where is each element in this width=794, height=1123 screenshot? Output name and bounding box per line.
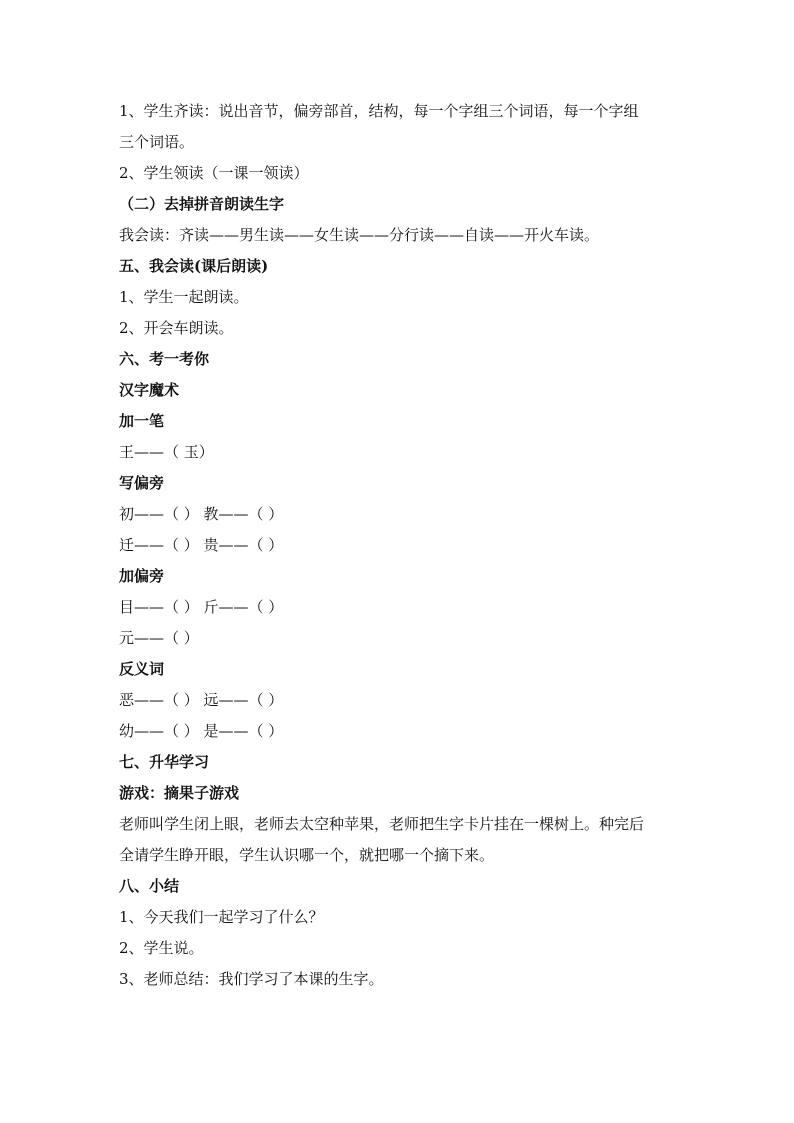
exercise-line: 恶——（ ） 远——（ ） <box>119 691 284 709</box>
subheading: 加一笔 <box>119 412 165 430</box>
exercise-line: 目——（ ） 斤——（ ） <box>119 598 284 616</box>
text-line: 3、老师总结：我们学习了本课的生字。 <box>119 970 384 988</box>
section-heading: （二）去掉拼音朗读生字 <box>119 195 285 213</box>
document-body <box>119 96 679 995</box>
text-line: 2、学生领读（一课一领读） <box>119 164 309 182</box>
subheading: 反义词 <box>119 660 165 678</box>
subheading: 写偏旁 <box>119 474 165 492</box>
section-heading: 六、考一考你 <box>119 350 210 368</box>
section-heading: 八、小结 <box>119 877 180 895</box>
text-line: 1、学生齐读：说出音节，偏旁部首，结构，每一个字组三个词语，每一个字组 <box>119 102 639 120</box>
exercise-line: 初——（ ） 教——（ ） <box>119 505 284 523</box>
exercise-line: 迁——（ ） 贵——（ ） <box>119 536 284 554</box>
text-line: 全请学生睁开眼，学生认识哪一个，就把哪一个摘下来。 <box>119 846 495 864</box>
text-line: 我会读：齐读——男生读——女生读——分行读——自读——开火车读。 <box>119 226 600 244</box>
subheading: 游戏：摘果子游戏 <box>119 784 240 802</box>
text-line: 三个词语。 <box>119 133 195 151</box>
text-line: 1、学生一起朗读。 <box>119 288 249 306</box>
exercise-line: 王——（ 玉） <box>119 443 214 461</box>
section-heading: 五、我会读(课后朗读) <box>119 257 269 275</box>
exercise-line: 幼——（ ） 是——（ ） <box>119 722 284 740</box>
text-line: 老师叫学生闭上眼，老师去太空种苹果，老师把生字卡片挂在一棵树上。种完后 <box>119 815 645 833</box>
text-line: 2、开会车朗读。 <box>119 319 234 337</box>
text-line: 2、学生说。 <box>119 939 204 957</box>
text-line: 1、今天我们一起学习了什么？ <box>119 908 324 926</box>
section-heading: 七、升华学习 <box>119 753 210 771</box>
subheading: 汉字魔术 <box>119 381 180 399</box>
subheading: 加偏旁 <box>119 567 165 585</box>
exercise-line: 元——（ ） <box>119 629 199 647</box>
